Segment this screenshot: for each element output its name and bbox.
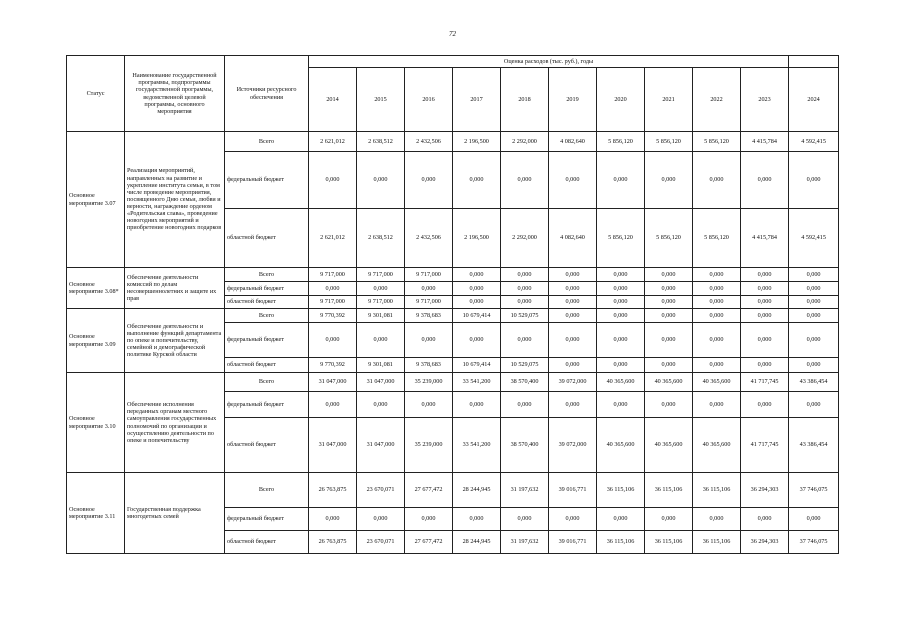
amount-cell: 36 294,303 xyxy=(741,531,789,554)
funding-source: областной бюджет xyxy=(225,418,309,473)
amount-cell: 0,000 xyxy=(741,296,789,309)
amount-cell: 0,000 xyxy=(645,282,693,296)
amount-cell: 9 378,683 xyxy=(405,358,453,373)
amount-cell: 0,000 xyxy=(789,282,839,296)
amount-cell: 26 763,875 xyxy=(309,531,357,554)
amount-cell: 2 432,506 xyxy=(405,132,453,152)
amount-cell: 36 115,106 xyxy=(645,531,693,554)
amount-cell: 4 592,415 xyxy=(789,132,839,152)
header-year: 2019 xyxy=(549,68,597,132)
amount-cell: 5 856,120 xyxy=(597,132,645,152)
funding-source: федеральный бюджет xyxy=(225,152,309,209)
funding-source: федеральный бюджет xyxy=(225,282,309,296)
amount-cell: 2 292,000 xyxy=(501,209,549,268)
amount-cell: 2 292,000 xyxy=(501,132,549,152)
amount-cell: 39 072,000 xyxy=(549,418,597,473)
amount-cell: 0,000 xyxy=(549,309,597,323)
page-number: 72 xyxy=(449,30,456,38)
amount-cell: 0,000 xyxy=(693,309,741,323)
amount-cell: 0,000 xyxy=(741,282,789,296)
amount-cell: 0,000 xyxy=(501,508,549,531)
measure-name: Обеспечение исполнения переданных органам местного самоуправления государственных полномочий по организации и осуществлению деятельности по опеке и попечительству xyxy=(125,373,225,473)
amount-cell: 0,000 xyxy=(597,392,645,418)
amount-cell: 0,000 xyxy=(501,323,549,358)
amount-cell: 10 529,075 xyxy=(501,309,549,323)
amount-cell: 0,000 xyxy=(741,392,789,418)
amount-cell: 0,000 xyxy=(645,392,693,418)
amount-cell: 0,000 xyxy=(597,323,645,358)
funding-source: Всего xyxy=(225,268,309,282)
amount-cell: 9 717,000 xyxy=(309,296,357,309)
amount-cell: 0,000 xyxy=(597,268,645,282)
header-year: 2015 xyxy=(357,68,405,132)
funding-source: федеральный бюджет xyxy=(225,323,309,358)
amount-cell: 0,000 xyxy=(309,392,357,418)
amount-cell: 0,000 xyxy=(549,282,597,296)
amount-cell: 36 115,106 xyxy=(597,473,645,508)
amount-cell: 31 047,000 xyxy=(357,373,405,392)
amount-cell: 23 670,071 xyxy=(357,531,405,554)
amount-cell: 37 746,075 xyxy=(789,531,839,554)
amount-cell: 0,000 xyxy=(357,508,405,531)
measure-status: Основное мероприятие 3.07 xyxy=(67,132,125,268)
amount-cell: 0,000 xyxy=(549,358,597,373)
amount-cell: 40 365,600 xyxy=(693,418,741,473)
amount-cell: 0,000 xyxy=(645,508,693,531)
amount-cell: 33 541,200 xyxy=(453,418,501,473)
amount-cell: 40 365,600 xyxy=(645,418,693,473)
amount-cell: 0,000 xyxy=(789,152,839,209)
amount-cell: 37 746,075 xyxy=(789,473,839,508)
table-row xyxy=(67,268,839,282)
amount-cell: 40 365,600 xyxy=(597,373,645,392)
amount-cell: 0,000 xyxy=(405,392,453,418)
amount-cell: 0,000 xyxy=(789,296,839,309)
amount-cell: 0,000 xyxy=(549,392,597,418)
amount-cell: 0,000 xyxy=(501,392,549,418)
amount-cell: 43 386,454 xyxy=(789,418,839,473)
amount-cell: 5 856,120 xyxy=(597,209,645,268)
header-estimate: Оценка расходов (тыс. руб.), годы xyxy=(309,56,789,68)
funding-source: Всего xyxy=(225,473,309,508)
amount-cell: 9 717,000 xyxy=(405,268,453,282)
amount-cell: 5 856,120 xyxy=(693,209,741,268)
amount-cell: 4 592,415 xyxy=(789,209,839,268)
amount-cell: 0,000 xyxy=(741,152,789,209)
table-row xyxy=(67,309,839,323)
funding-source: Всего xyxy=(225,309,309,323)
amount-cell: 0,000 xyxy=(309,323,357,358)
amount-cell: 0,000 xyxy=(501,296,549,309)
header-name: Наименование государственной программы, подпрограммы государственной программы, ведомственной целевой программы, основного мероприятия xyxy=(125,56,225,132)
amount-cell: 0,000 xyxy=(549,296,597,309)
amount-cell: 0,000 xyxy=(789,309,839,323)
amount-cell: 0,000 xyxy=(357,282,405,296)
amount-cell: 4 082,640 xyxy=(549,132,597,152)
amount-cell: 0,000 xyxy=(741,268,789,282)
amount-cell: 0,000 xyxy=(453,508,501,531)
amount-cell: 0,000 xyxy=(789,268,839,282)
amount-cell: 9 717,000 xyxy=(309,268,357,282)
measure-name: Государственная поддержка многодетных семей xyxy=(125,473,225,554)
header-year: 2018 xyxy=(501,68,549,132)
funding-source: Всего xyxy=(225,373,309,392)
amount-cell: 0,000 xyxy=(357,323,405,358)
amount-cell: 5 856,120 xyxy=(693,132,741,152)
amount-cell: 0,000 xyxy=(453,152,501,209)
header-year: 2020 xyxy=(597,68,645,132)
measure-status: Основное мероприятие 3.08* xyxy=(67,268,125,309)
amount-cell: 0,000 xyxy=(501,152,549,209)
amount-cell: 9 717,000 xyxy=(357,296,405,309)
amount-cell: 0,000 xyxy=(597,358,645,373)
measure-status: Основное мероприятие 3.09 xyxy=(67,309,125,373)
amount-cell: 0,000 xyxy=(309,152,357,209)
amount-cell: 0,000 xyxy=(693,358,741,373)
amount-cell: 0,000 xyxy=(357,152,405,209)
amount-cell: 36 115,106 xyxy=(693,473,741,508)
amount-cell: 0,000 xyxy=(453,282,501,296)
header-year: 2022 xyxy=(693,68,741,132)
amount-cell: 0,000 xyxy=(309,508,357,531)
amount-cell: 43 386,454 xyxy=(789,373,839,392)
amount-cell: 0,000 xyxy=(741,358,789,373)
amount-cell: 0,000 xyxy=(549,152,597,209)
header-source: Источники ресурсного обеспечения xyxy=(225,56,309,132)
amount-cell: 36 294,303 xyxy=(741,473,789,508)
amount-cell: 0,000 xyxy=(597,296,645,309)
amount-cell: 0,000 xyxy=(549,323,597,358)
amount-cell: 9 770,392 xyxy=(309,309,357,323)
amount-cell: 0,000 xyxy=(453,323,501,358)
amount-cell: 9 717,000 xyxy=(357,268,405,282)
amount-cell: 33 541,200 xyxy=(453,373,501,392)
amount-cell: 0,000 xyxy=(405,152,453,209)
amount-cell: 0,000 xyxy=(693,323,741,358)
measure-name: Обеспечение деятельности и выполнение функций департамента по опеке и попечительству, семейной и демографической политике Курской области xyxy=(125,309,225,373)
amount-cell: 0,000 xyxy=(693,392,741,418)
amount-cell: 31 197,632 xyxy=(501,531,549,554)
budget-table xyxy=(66,55,839,554)
amount-cell: 27 677,472 xyxy=(405,473,453,508)
amount-cell: 2 638,512 xyxy=(357,209,405,268)
table-row xyxy=(67,132,839,152)
header-status: Статус xyxy=(67,56,125,132)
amount-cell: 0,000 xyxy=(453,296,501,309)
amount-cell: 38 570,400 xyxy=(501,418,549,473)
amount-cell: 0,000 xyxy=(405,323,453,358)
amount-cell: 0,000 xyxy=(501,282,549,296)
table-row xyxy=(67,373,839,392)
amount-cell: 0,000 xyxy=(789,392,839,418)
amount-cell: 39 016,771 xyxy=(549,473,597,508)
header-year: 2021 xyxy=(645,68,693,132)
amount-cell: 5 856,120 xyxy=(645,132,693,152)
amount-cell: 31 047,000 xyxy=(357,418,405,473)
amount-cell: 28 244,945 xyxy=(453,473,501,508)
amount-cell: 35 239,000 xyxy=(405,373,453,392)
amount-cell: 0,000 xyxy=(693,282,741,296)
amount-cell: 2 621,012 xyxy=(309,132,357,152)
amount-cell: 36 115,106 xyxy=(693,531,741,554)
amount-cell: 10 679,414 xyxy=(453,358,501,373)
amount-cell: 36 115,106 xyxy=(597,531,645,554)
amount-cell: 26 763,875 xyxy=(309,473,357,508)
amount-cell: 0,000 xyxy=(741,323,789,358)
amount-cell: 0,000 xyxy=(645,309,693,323)
amount-cell: 0,000 xyxy=(645,268,693,282)
amount-cell: 9 770,392 xyxy=(309,358,357,373)
amount-cell: 4 415,784 xyxy=(741,132,789,152)
amount-cell: 4 415,784 xyxy=(741,209,789,268)
header-year: 2024 xyxy=(789,68,839,132)
amount-cell: 0,000 xyxy=(597,282,645,296)
amount-cell: 0,000 xyxy=(405,508,453,531)
amount-cell: 0,000 xyxy=(789,508,839,531)
amount-cell: 0,000 xyxy=(549,268,597,282)
amount-cell: 35 239,000 xyxy=(405,418,453,473)
funding-source: областной бюджет xyxy=(225,358,309,373)
amount-cell: 28 244,945 xyxy=(453,531,501,554)
amount-cell: 39 072,000 xyxy=(549,373,597,392)
amount-cell: 2 621,012 xyxy=(309,209,357,268)
amount-cell: 0,000 xyxy=(501,268,549,282)
funding-source: областной бюджет xyxy=(225,531,309,554)
header-extra-blank xyxy=(789,56,839,68)
measure-name: Реализация мероприятий, направленных на развитие и укрепление института семьи, в том числе проведение мероприятия, посвященного Дню семьи, любви и верности, награждение орденом «Родительская слава», проведение новогодних мероприятий и приобретение новогодних подарков xyxy=(125,132,225,268)
amount-cell: 0,000 xyxy=(357,392,405,418)
amount-cell: 9 717,000 xyxy=(405,296,453,309)
amount-cell: 9 301,081 xyxy=(357,358,405,373)
amount-cell: 23 670,071 xyxy=(357,473,405,508)
amount-cell: 0,000 xyxy=(597,152,645,209)
amount-cell: 9 378,683 xyxy=(405,309,453,323)
amount-cell: 27 677,472 xyxy=(405,531,453,554)
amount-cell: 0,000 xyxy=(645,358,693,373)
funding-source: областной бюджет xyxy=(225,296,309,309)
amount-cell: 0,000 xyxy=(405,282,453,296)
funding-source: федеральный бюджет xyxy=(225,508,309,531)
amount-cell: 31 047,000 xyxy=(309,418,357,473)
amount-cell: 2 196,500 xyxy=(453,132,501,152)
amount-cell: 38 570,400 xyxy=(501,373,549,392)
amount-cell: 2 432,506 xyxy=(405,209,453,268)
amount-cell: 36 115,106 xyxy=(645,473,693,508)
amount-cell: 0,000 xyxy=(645,296,693,309)
amount-cell: 40 365,600 xyxy=(597,418,645,473)
amount-cell: 0,000 xyxy=(597,508,645,531)
amount-cell: 10 529,075 xyxy=(501,358,549,373)
measure-status: Основное мероприятие 3.10 xyxy=(67,373,125,473)
amount-cell: 41 717,745 xyxy=(741,418,789,473)
table-row xyxy=(67,473,839,508)
amount-cell: 31 047,000 xyxy=(309,373,357,392)
amount-cell: 2 638,512 xyxy=(357,132,405,152)
amount-cell: 5 856,120 xyxy=(645,209,693,268)
amount-cell: 9 301,081 xyxy=(357,309,405,323)
amount-cell: 0,000 xyxy=(789,358,839,373)
amount-cell: 0,000 xyxy=(693,268,741,282)
funding-source: областной бюджет xyxy=(225,209,309,268)
amount-cell: 0,000 xyxy=(789,323,839,358)
amount-cell: 4 082,640 xyxy=(549,209,597,268)
amount-cell: 0,000 xyxy=(645,323,693,358)
amount-cell: 0,000 xyxy=(693,152,741,209)
amount-cell: 31 197,632 xyxy=(501,473,549,508)
amount-cell: 10 679,414 xyxy=(453,309,501,323)
header-year: 2016 xyxy=(405,68,453,132)
amount-cell: 2 196,500 xyxy=(453,209,501,268)
header-year: 2023 xyxy=(741,68,789,132)
amount-cell: 0,000 xyxy=(453,392,501,418)
amount-cell: 0,000 xyxy=(597,309,645,323)
amount-cell: 0,000 xyxy=(549,508,597,531)
amount-cell: 40 365,600 xyxy=(693,373,741,392)
amount-cell: 41 717,745 xyxy=(741,373,789,392)
amount-cell: 0,000 xyxy=(309,282,357,296)
measure-status: Основное мероприятие 3.11 xyxy=(67,473,125,554)
amount-cell: 0,000 xyxy=(645,152,693,209)
funding-source: Всего xyxy=(225,132,309,152)
header-year: 2017 xyxy=(453,68,501,132)
amount-cell: 0,000 xyxy=(741,309,789,323)
amount-cell: 0,000 xyxy=(453,268,501,282)
funding-source: федеральный бюджет xyxy=(225,392,309,418)
header-year: 2014 xyxy=(309,68,357,132)
measure-name: Обеспечение деятельности комиссий по делам несовершеннолетних и защите их прав xyxy=(125,268,225,309)
amount-cell: 40 365,600 xyxy=(645,373,693,392)
amount-cell: 0,000 xyxy=(693,296,741,309)
amount-cell: 0,000 xyxy=(741,508,789,531)
amount-cell: 0,000 xyxy=(693,508,741,531)
amount-cell: 39 016,771 xyxy=(549,531,597,554)
